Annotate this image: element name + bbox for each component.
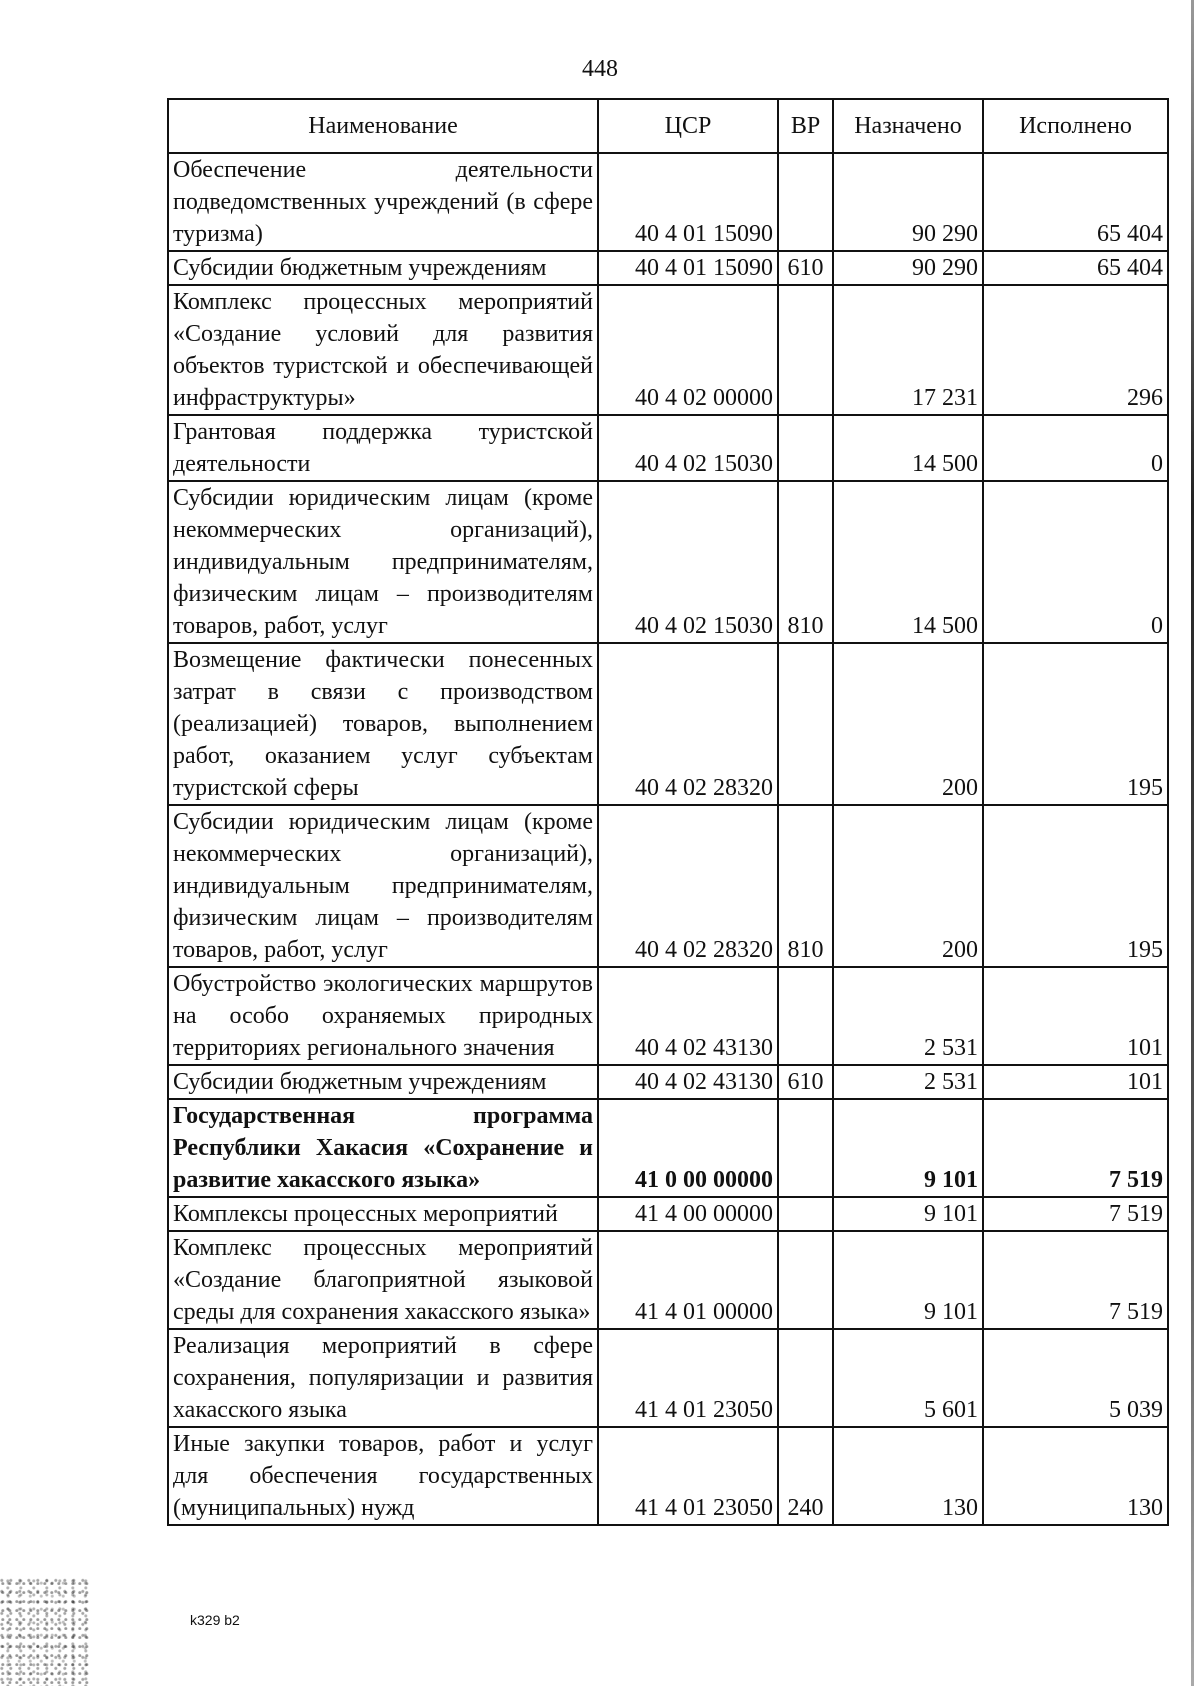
cell-csr: 40 4 02 15030: [598, 481, 778, 643]
cell-csr: 40 4 02 28320: [598, 805, 778, 967]
cell-vr: 810: [778, 481, 833, 643]
cell-vr: 240: [778, 1427, 833, 1525]
cell-csr: 41 0 00 00000: [598, 1099, 778, 1197]
table-body: [168, 153, 1168, 1525]
cell-name: Субсидии бюджетным учреждениям: [168, 1065, 598, 1099]
cell-name: Иные закупки товаров, работ и услуг для обеспечения государственных (муниципальных) нужд: [168, 1427, 598, 1525]
cell-vr: [778, 1197, 833, 1231]
table-row: [168, 481, 1168, 643]
cell-executed: 0: [983, 481, 1168, 643]
table-row: [168, 1329, 1168, 1427]
cell-name: Комплекс процессных мероприятий «Создание благоприятной языковой среды для сохранения хакасского языка»: [168, 1231, 598, 1329]
scan-edge-shadow: [1191, 0, 1194, 1686]
scan-speckle-noise: [0, 1576, 90, 1686]
footer-code: k329 b2: [190, 1612, 240, 1628]
cell-executed: 130: [983, 1427, 1168, 1525]
cell-executed: 7 519: [983, 1099, 1168, 1197]
table-row: [168, 1427, 1168, 1525]
table-row: [168, 415, 1168, 481]
cell-name: Комплексы процессных мероприятий: [168, 1197, 598, 1231]
cell-executed: 65 404: [983, 251, 1168, 285]
table-row: [168, 251, 1168, 285]
cell-assigned: 90 290: [833, 153, 983, 251]
cell-name: Комплекс процессных мероприятий «Создание условий для развития объектов туристской и обеспечивающей инфраструктуры»: [168, 285, 598, 415]
cell-assigned: 130: [833, 1427, 983, 1525]
cell-assigned: 200: [833, 805, 983, 967]
table-row: [168, 1231, 1168, 1329]
cell-assigned: 14 500: [833, 415, 983, 481]
page-number: 448: [582, 56, 618, 82]
cell-csr: 40 4 02 28320: [598, 643, 778, 805]
cell-csr: 40 4 02 43130: [598, 967, 778, 1065]
table-row: [168, 153, 1168, 251]
cell-csr: 41 4 01 23050: [598, 1329, 778, 1427]
header-vr: ВР: [778, 99, 833, 153]
cell-assigned: 9 101: [833, 1197, 983, 1231]
cell-name: Субсидии юридическим лицам (кроме некоммерческих организаций), индивидуальным предпринимателям, физическим лицам – производителям товаров, работ, услуг: [168, 481, 598, 643]
header-csr: ЦСР: [598, 99, 778, 153]
cell-executed: 195: [983, 643, 1168, 805]
cell-csr: 40 4 02 43130: [598, 1065, 778, 1099]
cell-executed: 5 039: [983, 1329, 1168, 1427]
cell-assigned: 90 290: [833, 251, 983, 285]
cell-csr: 40 4 02 15030: [598, 415, 778, 481]
cell-name: Субсидии юридическим лицам (кроме некоммерческих организаций), индивидуальным предпринимателям, физическим лицам – производителям товаров, работ, услуг: [168, 805, 598, 967]
cell-assigned: 14 500: [833, 481, 983, 643]
budget-table: [167, 98, 1169, 1526]
cell-csr: 40 4 02 00000: [598, 285, 778, 415]
header-executed: Исполнено: [983, 99, 1168, 153]
cell-vr: [778, 643, 833, 805]
table-row: [168, 285, 1168, 415]
cell-executed: 296: [983, 285, 1168, 415]
cell-executed: 65 404: [983, 153, 1168, 251]
cell-name: Субсидии бюджетным учреждениям: [168, 251, 598, 285]
cell-assigned: 9 101: [833, 1231, 983, 1329]
cell-name: Возмещение фактически понесенных затрат в связи с производством (реализацией) товаров, выполнением работ, оказанием услуг субъектам туристской сферы: [168, 643, 598, 805]
header-assigned: Назначено: [833, 99, 983, 153]
table-row: [168, 1065, 1168, 1099]
cell-executed: 195: [983, 805, 1168, 967]
cell-assigned: 2 531: [833, 1065, 983, 1099]
table-row: [168, 967, 1168, 1065]
cell-csr: 41 4 01 00000: [598, 1231, 778, 1329]
cell-vr: 610: [778, 251, 833, 285]
cell-csr: 41 4 00 00000: [598, 1197, 778, 1231]
cell-name: Грантовая поддержка туристской деятельности: [168, 415, 598, 481]
table-row: [168, 643, 1168, 805]
table-row: [168, 1099, 1168, 1197]
cell-vr: [778, 1099, 833, 1197]
cell-name: Реализация мероприятий в сфере сохранения, популяризации и развития хакасского языка: [168, 1329, 598, 1427]
cell-assigned: 5 601: [833, 1329, 983, 1427]
cell-vr: 810: [778, 805, 833, 967]
cell-vr: [778, 415, 833, 481]
cell-assigned: 9 101: [833, 1099, 983, 1197]
cell-vr: [778, 1329, 833, 1427]
table-header-row: [168, 99, 1168, 153]
table-row: [168, 1197, 1168, 1231]
table-row: [168, 805, 1168, 967]
cell-executed: 101: [983, 967, 1168, 1065]
cell-assigned: 2 531: [833, 967, 983, 1065]
cell-vr: [778, 967, 833, 1065]
cell-vr: [778, 285, 833, 415]
cell-name: Обустройство экологических маршрутов на особо охраняемых природных территориях регионального значения: [168, 967, 598, 1065]
cell-vr: [778, 1231, 833, 1329]
cell-csr: 41 4 01 23050: [598, 1427, 778, 1525]
cell-assigned: 200: [833, 643, 983, 805]
cell-name: Государственная программа Республики Хакасия «Сохранение и развитие хакасского языка»: [168, 1099, 598, 1197]
cell-executed: 7 519: [983, 1197, 1168, 1231]
header-name: Наименование: [168, 99, 598, 153]
cell-assigned: 17 231: [833, 285, 983, 415]
cell-csr: 40 4 01 15090: [598, 153, 778, 251]
cell-vr: 610: [778, 1065, 833, 1099]
cell-executed: 0: [983, 415, 1168, 481]
cell-executed: 7 519: [983, 1231, 1168, 1329]
cell-name: Обеспечение деятельности подведомственных учреждений (в сфере туризма): [168, 153, 598, 251]
cell-vr: [778, 153, 833, 251]
cell-csr: 40 4 01 15090: [598, 251, 778, 285]
cell-executed: 101: [983, 1065, 1168, 1099]
